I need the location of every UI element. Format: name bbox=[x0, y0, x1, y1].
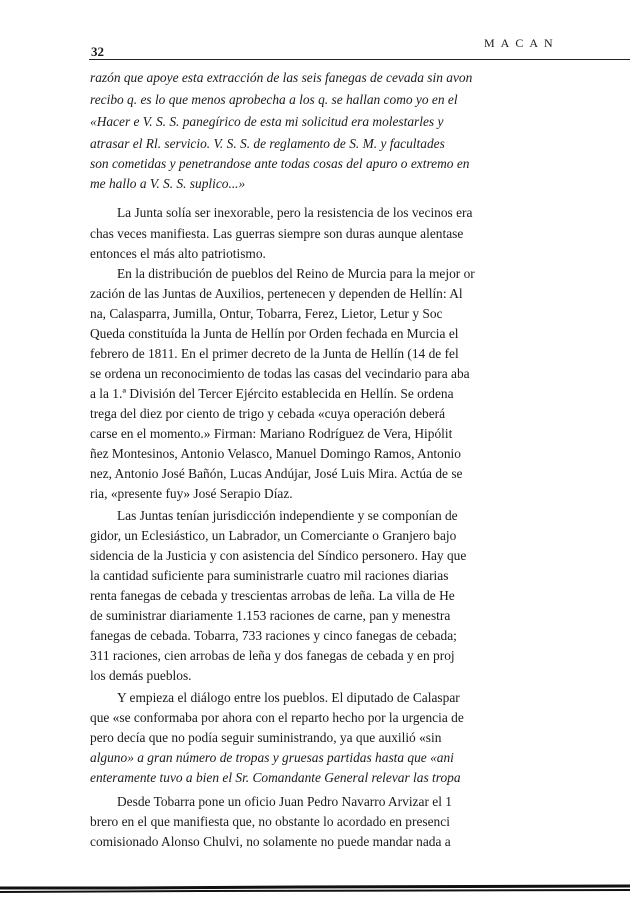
paragraph-line: Desde Tobarra pone un oficio Juan Pedro Navarro Arvizar el 1 bbox=[117, 794, 452, 809]
paragraph-line: la cantidad suficiente para suministrarle cuatro mil raciones diarias bbox=[90, 568, 449, 583]
paragraph-line: La Junta solía ser inexorable, pero la resistencia de los vecinos era bbox=[117, 205, 473, 220]
quote-line: razón que apoye esta extracción de las seis fanegas de cevada sin avon bbox=[90, 70, 473, 85]
paragraph-line: alguno» a gran número de tropas y gruesas partidas hasta que «ani bbox=[90, 750, 454, 765]
paragraph-line: que «se conformaba por ahora con el reparto hecho por la urgencia de bbox=[90, 710, 464, 725]
quote-line: recibo q. es lo que menos aprobecha a los q. se hallan como yo en el bbox=[90, 92, 458, 107]
paragraph-line: pero decía que no podía seguir suministrando, ya que auxilió «sin bbox=[90, 730, 442, 745]
paragraph-line: brero en el que manifiesta que, no obstante lo acordado en presenci bbox=[90, 814, 450, 829]
footer-rule bbox=[0, 875, 630, 905]
paragraph-line: trega del diez por ciento de trigo y cebada «cuya operación deberá bbox=[90, 406, 446, 421]
paragraph-line: nez, Antonio José Bañón, Lucas Andújar, José Luis Mira. Actúa de se bbox=[90, 466, 463, 481]
quote-line: me hallo a V. S. S. suplico...» bbox=[90, 176, 246, 191]
paragraph-line: enteramente tuvo a bien el Sr. Comandante General relevar las tropa bbox=[90, 770, 461, 785]
paragraph-line: los demás pueblos. bbox=[90, 668, 192, 683]
paragraph-line: renta fanegas de cebada y trescientas arrobas de leña. La villa de He bbox=[90, 588, 455, 603]
paragraph-line: entonces el más alto patriotismo. bbox=[90, 246, 266, 261]
paragraph-line: Queda constituída la Junta de Hellín por Orden fechada en Murcia el bbox=[90, 326, 459, 341]
paragraph-line: Las Juntas tenían jurisdicción independiente y se componían de bbox=[117, 508, 458, 523]
paragraph-line: En la distribución de pueblos del Reino de Murcia para la mejor or bbox=[117, 266, 475, 281]
page-number: 32 bbox=[91, 44, 104, 59]
paragraph-line: chas veces manifiesta. Las guerras siempre son duras aunque alentase bbox=[90, 226, 464, 241]
paragraph-line: na, Calasparra, Jumilla, Ontur, Tobarra, Ferez, Lietor, Letur y Soc bbox=[90, 306, 443, 321]
body-text bbox=[90, 0, 630, 870]
running-head: MACAN bbox=[484, 36, 559, 50]
paragraph-line: gidor, un Eclesiástico, un Labrador, un Comerciante o Granjero bajo bbox=[90, 528, 457, 543]
paragraph-line: febrero de 1811. En el primer decreto de la Junta de Hellín (14 de fel bbox=[90, 346, 459, 361]
quote-line: son cometidas y penetrandose ante todas cosas del apuro o extremo en bbox=[90, 156, 470, 171]
paragraph-line: se ordena un reconocimiento de todas las casas del vecindario para aba bbox=[90, 366, 470, 381]
paragraph-line: carse en el momento.» Firman: Mariano Rodríguez de Vera, Hipólit bbox=[90, 426, 453, 441]
paragraph-line: a la 1.ª División del Tercer Ejército establecida en Hellín. Se ordena bbox=[90, 386, 454, 401]
paragraph-line: Y empieza el diálogo entre los pueblos. El diputado de Calaspar bbox=[117, 690, 460, 705]
paragraph-line: fanegas de cebada. Tobarra, 733 raciones y cinco fanegas de cebada; bbox=[90, 628, 457, 643]
paragraph-line: comisionado Alonso Chulvi, no solamente no puede mandar nada a bbox=[90, 834, 451, 849]
paragraph-line: zación de las Juntas de Auxilios, pertenecen y dependen de Hellín: Al bbox=[90, 286, 463, 301]
paragraph-line: ñez Montesinos, Antonio Velasco, Manuel Domingo Ramos, Antonio bbox=[90, 446, 461, 461]
paragraph-line: 311 raciones, cien arrobas de leña y dos fanegas de cebada y en proj bbox=[90, 648, 455, 663]
paragraph-line: de suministrar diariamente 1.153 raciones de carne, pan y menestra bbox=[90, 608, 451, 623]
quote-line: atrasar el Rl. servicio. V. S. S. de reglamento de S. M. y facultades bbox=[90, 136, 445, 151]
quote-line: «Hacer e V. S. S. panegírico de esta mi solicitud era molestarles y bbox=[90, 114, 444, 129]
paragraph-line: sidencia de la Justicia y con asistencia del Síndico personero. Hay que bbox=[90, 548, 467, 563]
paragraph-line: ria, «presente fuy» José Serapio Díaz. bbox=[90, 486, 293, 501]
